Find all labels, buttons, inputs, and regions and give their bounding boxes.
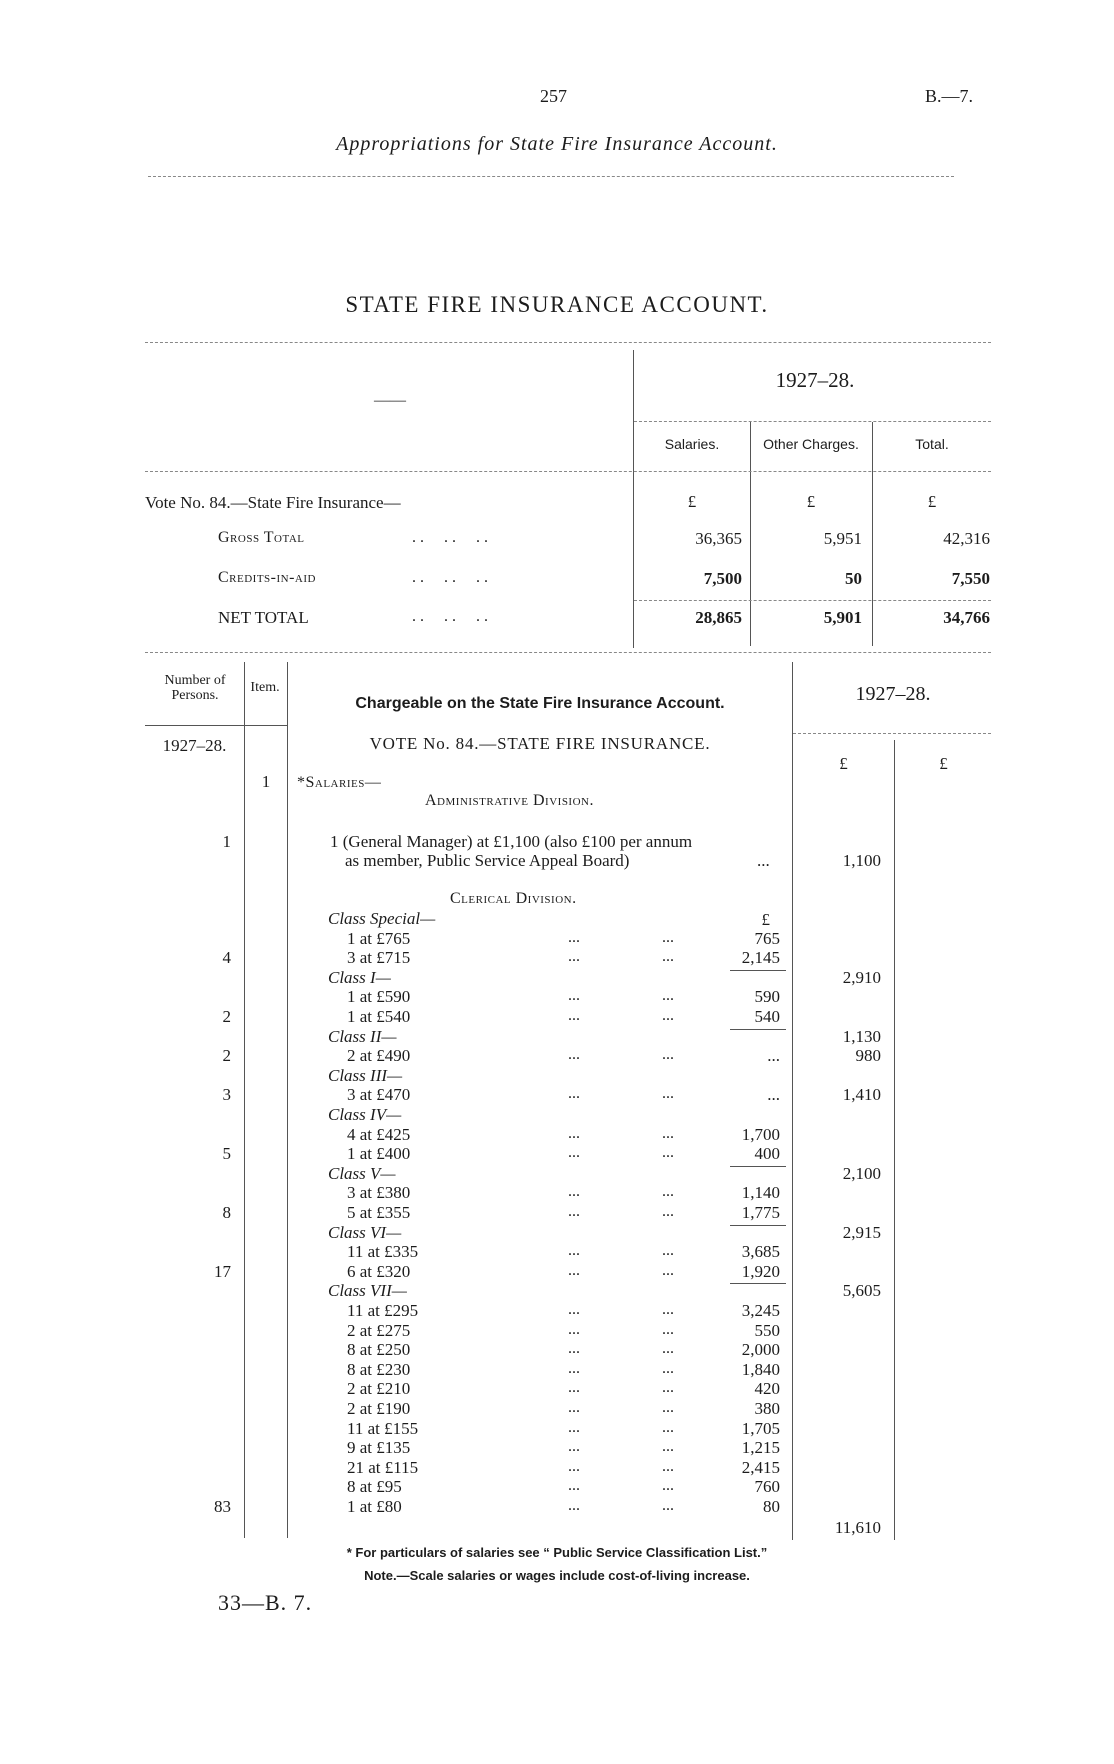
leader-dots: ...: [662, 1438, 674, 1455]
admin-line-1: 1 (General Manager) at £1,100 (also £100 per annum: [330, 832, 693, 851]
leader-dots: ...: [662, 1183, 674, 1200]
leader-dots: ...: [662, 929, 674, 946]
col-chargeable: Chargeable on the State Fire Insurance Account.: [355, 695, 725, 712]
leader-dots: ...: [568, 1458, 580, 1475]
net-rule: [634, 600, 991, 601]
inner-amount: 550: [754, 1321, 780, 1340]
inner-amount: 2,415: [741, 1458, 780, 1477]
subtotal-rule: [730, 1225, 786, 1226]
persons-count: 2: [222, 1007, 231, 1026]
inner-amount: 590: [754, 987, 780, 1006]
leader-dots: ...: [568, 1340, 580, 1357]
summary-title: STATE FIRE INSURANCE ACCOUNT.: [345, 292, 769, 317]
leader-dots: ...: [662, 987, 674, 1004]
salary-line-label: 11 at £335: [347, 1242, 419, 1261]
leader-dots: ...: [662, 1477, 674, 1494]
net-total: 34,766: [943, 608, 990, 627]
summary-blank-dash: ——: [374, 392, 406, 409]
salary-line-label: 3 at £715: [347, 948, 411, 967]
leader-dots: ...: [662, 948, 674, 965]
net-other: 5,901: [823, 608, 862, 627]
row-label-net: NET TOTAL: [218, 608, 309, 627]
inner-amount: ...: [767, 1046, 780, 1065]
col-number-of-persons: Number of Persons.: [164, 673, 226, 703]
leader-dots: ...: [568, 1438, 580, 1455]
persons-count: 17: [214, 1262, 231, 1281]
leader-dots: ...: [568, 1183, 580, 1200]
leader-dots: ...: [662, 1340, 674, 1357]
class-total: 1,410: [842, 1085, 881, 1104]
inner-amount: 760: [754, 1477, 780, 1496]
class-heading: Class I—: [328, 968, 391, 987]
detail-vline-amount: [894, 740, 895, 1540]
summary-header-rule: [145, 471, 991, 472]
leader-dots: ...: [568, 1262, 580, 1279]
salary-line-label: 8 at £230: [347, 1360, 411, 1379]
leader-dots: ...: [568, 1301, 580, 1318]
subtotal-rule: [730, 1283, 786, 1284]
credits-other: 50: [845, 569, 862, 588]
row-leaders-credits: .. .. ..: [412, 569, 492, 586]
salaries-heading: *Salaries—: [297, 774, 382, 791]
row-label-gross: Gross Total: [218, 529, 305, 546]
inner-amount: 2,145: [741, 948, 780, 967]
summary-top-rule: [145, 342, 991, 343]
inner-amount: 1,215: [741, 1438, 780, 1457]
class-heading: Class VII—: [328, 1281, 407, 1300]
salary-line-label: 11 at £155: [347, 1419, 419, 1438]
inner-amount: 765: [754, 929, 780, 948]
salary-line-label: 2 at £210: [347, 1379, 411, 1398]
salary-line-label: 3 at £380: [347, 1183, 411, 1202]
class-heading: Class IV—: [328, 1105, 402, 1124]
leader-dots: ...: [568, 1242, 580, 1259]
clerical-heading: Clerical Division.: [450, 890, 577, 907]
salary-line-label: 1 at £400: [347, 1144, 411, 1163]
leader-dots: ...: [568, 1379, 580, 1396]
final-total: 11,610: [834, 1518, 881, 1537]
persons-count: 4: [222, 948, 231, 967]
leader-dots: ...: [568, 1125, 580, 1142]
leader-dots: ...: [662, 1125, 674, 1142]
leader-dots: ...: [662, 1242, 674, 1259]
inner-amount: 540: [754, 1007, 780, 1026]
leader-dots: ...: [662, 1497, 674, 1514]
leader-dots: ...: [662, 1262, 674, 1279]
summary-vline-left: [633, 350, 634, 648]
leader-dots: ...: [568, 1085, 580, 1102]
vote-title: VOTE No. 84.—STATE FIRE INSURANCE.: [369, 734, 711, 753]
currency-salaries: £: [687, 492, 697, 511]
leader-dots: ...: [662, 1144, 674, 1161]
salary-line-label: 8 at £250: [347, 1340, 411, 1359]
col-item: Item.: [250, 680, 280, 695]
inner-amount: 1,700: [741, 1125, 780, 1144]
class-heading: Class VI—: [328, 1223, 402, 1242]
summary-vline-mid1: [750, 422, 751, 646]
inner-amount: 1,840: [741, 1360, 780, 1379]
col-salaries: Salaries.: [664, 436, 720, 452]
salary-line-label: 5 at £355: [347, 1203, 411, 1222]
leader-dots: ...: [662, 1399, 674, 1416]
inner-amount: 1,920: [741, 1262, 780, 1281]
admin-line-2: as member, Public Service Appeal Board): [345, 851, 630, 870]
credits-total: 7,550: [951, 569, 990, 588]
leader-dots: ...: [568, 1360, 580, 1377]
inner-amount: ...: [767, 1085, 780, 1104]
subtotal-rule: [730, 1029, 786, 1030]
credits-salaries: 7,500: [703, 569, 742, 588]
inner-currency: £: [761, 910, 770, 929]
class-total: 980: [855, 1046, 881, 1065]
salary-line-label: 8 at £95: [347, 1477, 402, 1496]
leader-dots: ...: [662, 1007, 674, 1024]
persons-count: 5: [222, 1144, 231, 1163]
col-year: 1927–28.: [855, 683, 931, 705]
gross-salaries: 36,365: [695, 529, 742, 548]
salary-line-label: 3 at £470: [347, 1085, 411, 1104]
summary-year-rule: [634, 421, 991, 422]
leader-dots: ...: [568, 1497, 580, 1514]
class-heading: Class II—: [328, 1027, 397, 1046]
admin-line-2-leaders: ...: [757, 851, 770, 870]
currency-other: £: [806, 492, 816, 511]
leader-dots: ...: [568, 1203, 580, 1220]
leader-dots: ...: [568, 987, 580, 1004]
leader-dots: ...: [568, 1419, 580, 1436]
subtotal-rule: [730, 1166, 786, 1167]
leader-dots: ...: [568, 1321, 580, 1338]
salary-line-label: 1 at £590: [347, 987, 411, 1006]
inner-amount: 380: [754, 1399, 780, 1418]
salary-line-label: 2 at £275: [347, 1321, 411, 1340]
inner-amount: 3,685: [741, 1242, 780, 1261]
signature: 33—B. 7.: [218, 1590, 313, 1615]
col-other-charges: Other Charges.: [763, 436, 859, 452]
subtotal-rule: [730, 970, 786, 971]
inner-amount: 400: [754, 1144, 780, 1163]
leader-dots: ...: [662, 1458, 674, 1475]
detail-vline-item: [287, 662, 288, 1538]
persons-count: 8: [222, 1203, 231, 1222]
leader-dots: ...: [662, 1379, 674, 1396]
detail-currency-1: £: [839, 754, 848, 773]
class-total: 2,100: [842, 1164, 881, 1183]
salary-line-label: 1 at £80: [347, 1497, 402, 1516]
leader-dots: ...: [568, 1144, 580, 1161]
class-total: 1,130: [842, 1027, 881, 1046]
leader-dots: ...: [662, 1203, 674, 1220]
gross-other: 5,951: [823, 529, 862, 548]
leader-dots: ...: [662, 1360, 674, 1377]
class-total: 2,915: [842, 1223, 881, 1242]
summary-year: 1927–28.: [775, 368, 855, 392]
col-total: Total.: [915, 436, 949, 452]
row-leaders-net: .. .. ..: [412, 608, 492, 625]
class-total: 5,605: [842, 1281, 881, 1300]
inner-amount: 1,705: [741, 1419, 780, 1438]
leader-dots: ...: [662, 1321, 674, 1338]
leader-dots: ...: [662, 1419, 674, 1436]
page-number: 257: [540, 86, 567, 106]
salary-line-label: 2 at £490: [347, 1046, 411, 1065]
leader-dots: ...: [568, 1007, 580, 1024]
footnote-1: * For particulars of salaries see “ Public Service Classification List.”: [346, 1545, 768, 1560]
detail-currency-2: £: [939, 754, 948, 773]
row-label-credits: Credits-in-aid: [218, 569, 316, 586]
persons-count: 3: [222, 1085, 231, 1104]
item-number: 1: [261, 772, 271, 791]
leader-dots: ...: [568, 1046, 580, 1063]
header-rule: [148, 176, 954, 177]
inner-amount: 2,000: [741, 1340, 780, 1359]
salary-line-label: 6 at £320: [347, 1262, 411, 1281]
leader-dots: ...: [662, 1046, 674, 1063]
detail-vline-chargeable: [792, 662, 793, 1540]
salary-line-label: 2 at £190: [347, 1399, 411, 1418]
leader-dots: ...: [568, 929, 580, 946]
vote-label: Vote No. 84.—State Fire Insurance—: [145, 493, 401, 512]
leader-dots: ...: [662, 1085, 674, 1102]
salary-line-label: 21 at £115: [347, 1458, 419, 1477]
salary-line-label: 1 at £765: [347, 929, 411, 948]
detail-header-rule-right: [793, 733, 991, 734]
inner-amount: 420: [754, 1379, 780, 1398]
inner-amount: 1,140: [741, 1183, 780, 1202]
running-title: Appropriations for State Fire Insurance Account.: [336, 133, 778, 155]
salary-line-label: 11 at £295: [347, 1301, 419, 1320]
admin-persons: 1: [222, 832, 231, 851]
persons-year: 1927–28.: [162, 736, 227, 755]
salary-line-label: 9 at £135: [347, 1438, 411, 1457]
inner-amount: 3,245: [741, 1301, 780, 1320]
admin-heading: Administrative Division.: [425, 792, 594, 809]
leader-dots: ...: [662, 1301, 674, 1318]
persons-count: 2: [222, 1046, 231, 1065]
inner-amount: 1,775: [741, 1203, 780, 1222]
gross-total: 42,316: [943, 529, 990, 548]
salary-line-label: 4 at £425: [347, 1125, 411, 1144]
persons-count: 83: [214, 1497, 231, 1516]
class-heading: Class Special—: [328, 909, 436, 928]
summary-bottom-rule: [145, 652, 991, 653]
currency-total: £: [927, 492, 937, 511]
detail-vline-persons: [244, 662, 245, 1538]
inner-amount: 80: [763, 1497, 780, 1516]
row-leaders-gross: .. .. ..: [412, 529, 492, 546]
leader-dots: ...: [568, 1477, 580, 1494]
summary-vline-mid2: [872, 422, 873, 646]
admin-amount: 1,100: [842, 851, 881, 870]
detail-header-rule-left: [145, 725, 287, 726]
class-heading: Class III—: [328, 1066, 403, 1085]
leader-dots: ...: [568, 948, 580, 965]
class-heading: Class V—: [328, 1164, 396, 1183]
leader-dots: ...: [568, 1399, 580, 1416]
class-total: 2,910: [842, 968, 881, 987]
salary-line-label: 1 at £540: [347, 1007, 411, 1026]
footnote-2: Note.—Scale salaries or wages include cost-of-living increase.: [364, 1568, 750, 1583]
document-code: B.—7.: [925, 86, 974, 106]
net-salaries: 28,865: [695, 608, 742, 627]
